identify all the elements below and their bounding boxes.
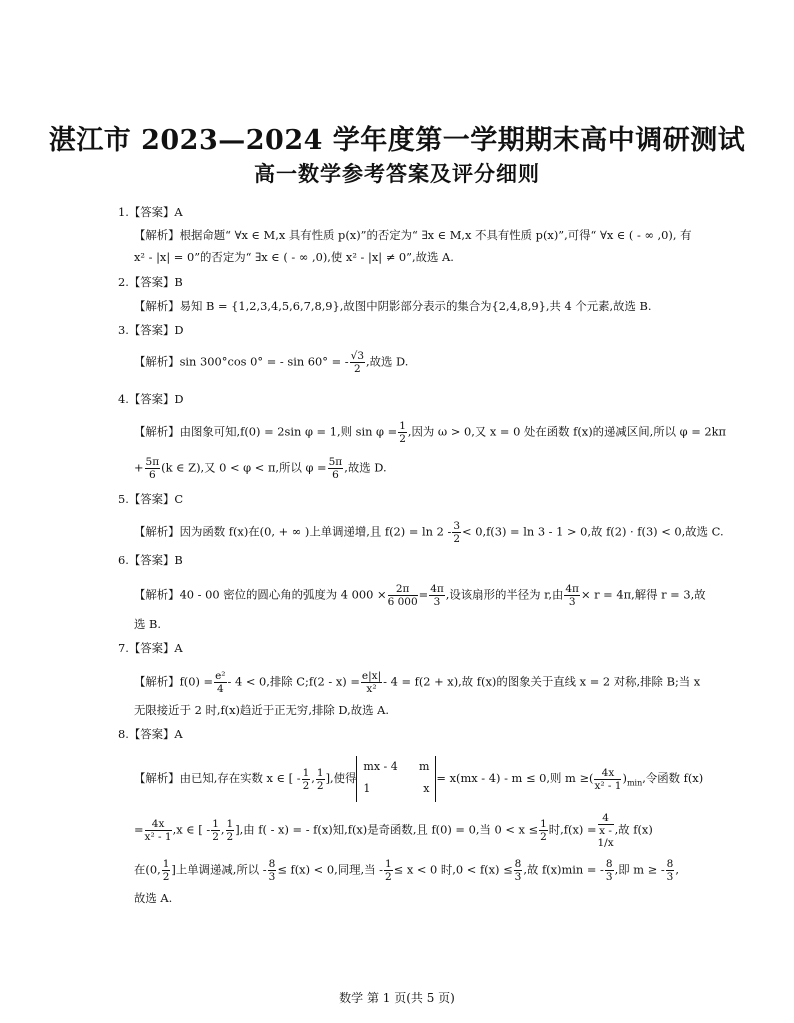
text: ],使得 (325, 771, 357, 785)
denominator: 6 000 (387, 596, 418, 608)
text: (k ∈ Z),又 0 < φ < π,所以 φ = (161, 460, 327, 475)
denominator: 3 (605, 871, 613, 883)
numerator: e|x| (361, 670, 382, 682)
denominator: 2 (399, 433, 406, 445)
fraction (598, 812, 614, 849)
numerator: 8 (514, 858, 522, 870)
fraction (145, 818, 172, 843)
fraction (564, 583, 580, 608)
denominator: x² (366, 683, 377, 695)
fraction (145, 456, 161, 481)
text: = (134, 822, 144, 837)
text: × r = 4π,解得 r = 3,故 (580, 587, 706, 602)
numerator: 4π (430, 583, 444, 595)
explain-8-line3 (134, 858, 679, 883)
fraction (605, 858, 614, 883)
answer-1: 1.【答案】A (118, 205, 183, 219)
fraction (398, 420, 407, 445)
denominator: x² - 1 (594, 779, 622, 792)
explain-6-line2: 选 B. (134, 617, 162, 631)
numerator: 4x (145, 818, 172, 831)
determinant (356, 756, 436, 802)
text: ,令函数 f(x) (642, 771, 704, 785)
explain-8-line1: 【解析】由已知,存在实数 x ∈ [ - $\frac{1}{2}$ , $\frac{1}{2}$ ],使得 mx - 4 m 1 x = x(mx - 4) - m ≤ 0,则 m ≥( $\frac{4x}{\text{x² - 1}}$ )$_{min}$,令函数 f(x) (134, 756, 694, 802)
text: ≤ f(x) < 0,同理,当 - (277, 862, 383, 877)
denominator: 3 (514, 871, 522, 883)
denominator: 4 (216, 683, 224, 695)
fraction (328, 456, 344, 481)
numerator: 1 (302, 766, 310, 779)
numerator: 1 (162, 858, 170, 870)
page-footer: 数学 第 1 页(共 5 页) (339, 991, 455, 1005)
denominator: 2 (316, 779, 324, 792)
text: ,x ∈ [ - (172, 822, 211, 837)
denominator: 2 (384, 871, 392, 883)
fraction (594, 767, 621, 792)
text: ,设该扇形的半径为 r,由 (445, 587, 564, 602)
numerator: 4x (594, 767, 621, 780)
numerator: 5π (328, 456, 343, 468)
numerator: 4 (598, 812, 614, 825)
answer-8: 8.【答案】A (118, 727, 183, 741)
denominator: 3 (433, 596, 441, 608)
answer-7: 7.【答案】A (118, 641, 183, 655)
numerator: 1 (384, 858, 392, 870)
text: 【解析】因为函数 f(x)在(0, + ∞ )上单调递增,且 f(2) = ln 2 - (134, 524, 452, 539)
numerator: 1 (540, 818, 547, 830)
fraction (162, 858, 171, 883)
denominator: 6 (149, 469, 156, 481)
fraction (302, 767, 311, 792)
explain-2: 【解析】易知 B = {1,2,3,4,5,6,7,8,9},故图中阴影部分表示的集合为{2,4,8,9},共 4 个元素,故选 B. (134, 299, 652, 313)
numerator: 1 (226, 818, 234, 830)
explain-7-line2: 无限接近于 2 时,f(x)趋近于正无穷,排除 D,故选 A. (134, 703, 389, 717)
fraction (388, 583, 418, 608)
explain-3 (134, 350, 694, 375)
explain-6-line1 (134, 583, 706, 608)
subscript: min (626, 778, 643, 788)
fraction (350, 350, 365, 375)
numerator: 8 (268, 858, 276, 870)
page-title: 湛江市 2023—2024 学年度第一学期期末高中调研测试 (48, 125, 746, 156)
text: ,因为 ω > 0,又 x = 0 处在函数 f(x)的递减区间,所以 φ = 2kπ (407, 424, 727, 439)
answer-4: 4.【答案】D (118, 392, 184, 406)
text: 【解析】40 - 00 密位的圆心角的弧度为 4 000 × (134, 587, 387, 602)
numerator: 1 (399, 420, 406, 432)
text: = (418, 587, 429, 602)
det-cell: 1 (363, 782, 371, 795)
numerator: 1 (212, 818, 219, 830)
numerator: 3 (453, 520, 461, 532)
explain-8-line2 (134, 812, 653, 849)
denominator: 2 (212, 831, 219, 843)
denominator: 6 (332, 469, 339, 481)
numerator: 4π (565, 583, 579, 595)
text: , (220, 822, 225, 837)
numerator: 5π (145, 456, 160, 468)
denominator: 3 (568, 596, 576, 608)
text: 【解析】由图象可知,f(0) = 2sin φ = 1,则 sin φ = (134, 424, 398, 439)
fraction (316, 767, 325, 792)
text: 时,f(x) = (548, 822, 597, 837)
denominator: 2 (453, 533, 461, 545)
text: 【解析】f(0) = (134, 674, 214, 689)
text: ],由 f( - x) = - f(x)知,f(x)是奇函数,且 f(0) = 0,当 0 < x ≤ (235, 822, 539, 837)
numerator: 8 (666, 858, 674, 870)
fraction (214, 670, 226, 695)
fraction (361, 670, 382, 695)
fraction (539, 818, 548, 843)
answer-5: 5.【答案】C (118, 492, 184, 506)
denominator (598, 825, 614, 849)
text: ,故选 D. (366, 354, 409, 369)
text: 【解析】由已知,存在实数 x ∈ [ - (134, 771, 301, 785)
text: ]上单调递减,所以 - (171, 862, 267, 877)
text: - 4 = f(2 + x),故 f(x)的图象关于直线 x = 2 对称,排除 B;当 x (383, 674, 701, 689)
det-cell: x (423, 782, 430, 795)
det-cell: m (418, 760, 430, 773)
explain-4-line1 (134, 420, 727, 445)
fraction (226, 818, 235, 843)
explain-1-line2: x² - |x| = 0”的否定为“ ∃x ∈ ( - ∞ ,0),使 x² - |x| ≠ 0”,故选 A. (134, 250, 454, 264)
text: , (311, 771, 315, 785)
text: ≤ x < 0 时,0 < f(x) ≤ (393, 862, 513, 877)
denominator: 2 (226, 831, 234, 843)
text: 【解析】sin 300°cos 0° = - sin 60° = - (134, 354, 349, 369)
text: < 0,f(3) = ln 3 - 1 > 0,故 f(2) · f(3) < 0,故选 C. (462, 524, 724, 539)
numerator: 8 (605, 858, 613, 870)
denominator: 3 (666, 871, 674, 883)
answer-6: 6.【答案】B (118, 553, 183, 567)
fraction (514, 858, 523, 883)
denominator: 2 (540, 831, 547, 843)
numerator: 1 (316, 766, 324, 779)
explain-8-line4: 故选 A. (134, 891, 173, 905)
text: , (675, 862, 679, 877)
numerator: 2π (388, 583, 418, 596)
fraction (268, 858, 277, 883)
denominator: 2 (353, 363, 361, 375)
text: ,故 f(x)min = - (523, 862, 604, 877)
fraction (666, 858, 675, 883)
text: ,即 m ≥ - (614, 862, 665, 877)
text: - 4 < 0,排除 C;f(2 - x) = (227, 674, 360, 689)
page-subtitle: 高一数学参考答案及评分细则 (254, 161, 540, 186)
text: 在(0, (134, 862, 161, 877)
answer-3: 3.【答案】D (118, 323, 184, 337)
denominator-part: 1/x (597, 837, 614, 849)
explain-5 (134, 520, 724, 545)
explain-7-line1 (134, 670, 701, 695)
denominator-part: x - (599, 825, 612, 837)
fraction (384, 858, 393, 883)
text: = x(mx - 4) - m ≤ 0,则 m ≥ (436, 771, 589, 785)
text: ,故选 D. (344, 460, 387, 475)
denominator: 3 (268, 871, 276, 883)
denominator: x² - 1 (144, 831, 172, 843)
numerator: √3 (350, 350, 364, 362)
explain-1-line1: 【解析】根据命题“ ∀x ∈ M,x 具有性质 p(x)”的否定为“ ∃x ∈ M,x 不具有性质 p(x)”,可得“ ∀x ∈ ( - ∞ ,0), 有 (134, 228, 692, 242)
fraction (211, 818, 220, 843)
answer-2: 2.【答案】B (118, 275, 183, 289)
fraction (429, 583, 445, 608)
numerator: e² (215, 670, 226, 682)
det-cell: mx - 4 (363, 760, 398, 773)
denominator: 2 (302, 779, 310, 792)
text: + (134, 460, 144, 475)
fraction (452, 520, 461, 545)
denominator: 2 (162, 871, 170, 883)
text: ,故 f(x) (614, 822, 653, 837)
explain-4-line2 (134, 456, 387, 481)
